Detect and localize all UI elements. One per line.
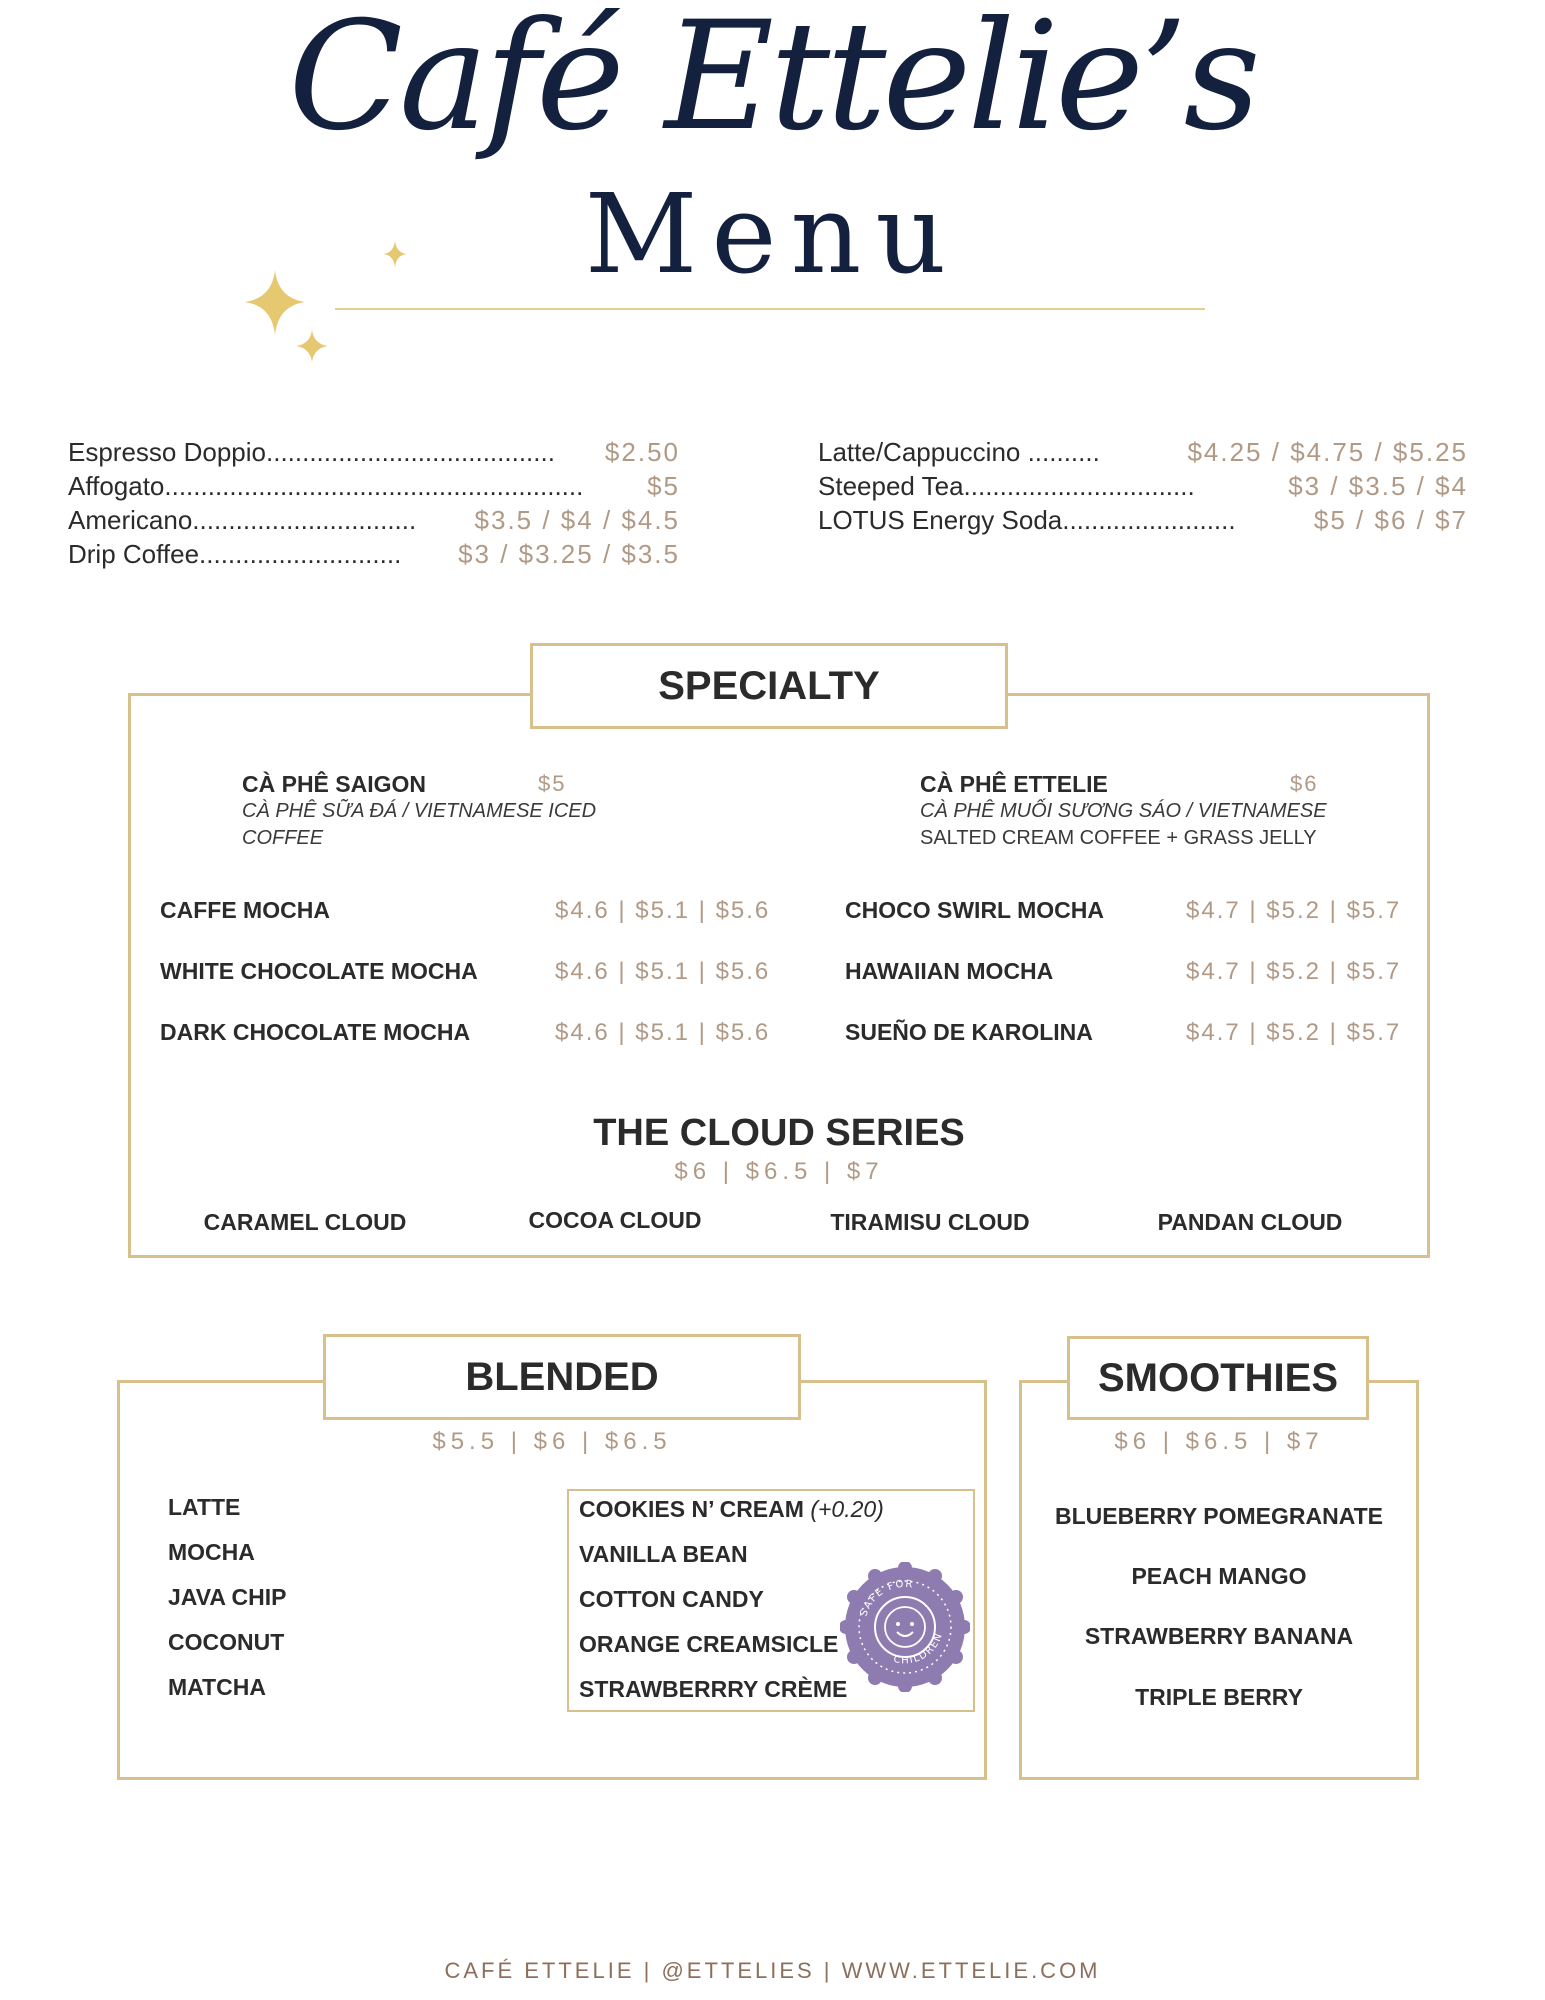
coffee-item-price: $3 / $3.5 / $4 <box>1288 471 1468 501</box>
badge-bottom-text: CHILDREN <box>892 1630 946 1667</box>
kids-blended-item: COTTON CANDY <box>579 1586 764 1612</box>
smoothie-item: STRAWBERRY BANANA <box>1084 1623 1354 1649</box>
specialty-item-price: $4.7 | $5.2 | $5.7 <box>1186 958 1402 985</box>
smoothie-item: TRIPLE BERRY <box>1135 1684 1303 1710</box>
menu-title: Menu <box>584 170 961 298</box>
coffee-item-name: Drip Coffee............................ <box>68 539 402 569</box>
footer-contact: CAFÉ ETTELIE | @ETTELIES | WWW.ETTELIE.COM <box>444 1958 1101 1983</box>
blended-item: COCONUT <box>168 1629 285 1655</box>
featured-drink-desc: SALTED CREAM COFFEE + GRASS JELLY <box>920 827 1317 849</box>
cloud-item: PANDAN CLOUD <box>1157 1209 1343 1235</box>
coffee-item-price: $5 <box>647 471 680 501</box>
blended-title: BLENDED <box>323 1334 801 1420</box>
specialty-item-name: DARK CHOCOLATE MOCHA <box>160 1019 471 1045</box>
coffee-item-name: Steeped Tea................................ <box>818 471 1195 501</box>
featured-drink-price: $5 <box>538 771 567 796</box>
coffee-item-name: Americano............................... <box>68 505 417 535</box>
blended-prices: $5.5 | $6 | $6.5 <box>432 1428 672 1455</box>
featured-drink-name: CÀ PHÊ ETTELIE <box>920 771 1108 797</box>
specialty-title: SPECIALTY <box>530 643 1008 729</box>
featured-drink-price: $6 <box>1290 771 1319 796</box>
coffee-item-price: $2.50 <box>604 437 680 467</box>
cloud-series-prices: $6 | $6.5 | $7 <box>674 1158 884 1185</box>
kids-blended-item: ORANGE CREAMSICLE <box>579 1631 839 1657</box>
smoothies-title: SMOOTHIES <box>1067 1336 1369 1420</box>
coffee-item-price: $3.5 / $4 / $4.5 <box>474 505 680 535</box>
featured-drink-desc: COFFEE <box>242 827 324 849</box>
specialty-item-price: $4.6 | $5.1 | $5.6 <box>555 958 771 985</box>
smoothie-item: BLUEBERRY POMEGRANATE <box>1055 1503 1383 1529</box>
badge-top-text: SAFE FOR <box>858 1578 915 1619</box>
specialty-item-name: SUEÑO DE KAROLINA <box>845 1019 1093 1045</box>
upcharge-note: (+0.20) <box>810 1496 884 1522</box>
coffee-item-price: $4.25 / $4.75 / $5.25 <box>1187 437 1468 467</box>
specialty-item-price: $4.7 | $5.2 | $5.7 <box>1186 897 1402 924</box>
featured-drink-desc: CÀ PHÊ SỮA ĐÁ / VIETNAMESE ICED <box>242 800 597 822</box>
kids-blended-item: STRAWBERRRY CRÈME <box>579 1676 848 1702</box>
smoothie-item: PEACH MANGO <box>1131 1563 1307 1589</box>
specialty-item-name: CHOCO SWIRL MOCHA <box>845 897 1104 923</box>
specialty-item-name: WHITE CHOCOLATE MOCHA <box>160 958 478 984</box>
blended-item: JAVA CHIP <box>168 1584 287 1610</box>
blended-item: LATTE <box>168 1494 241 1520</box>
featured-drink-name: CÀ PHÊ SAIGON <box>242 771 427 797</box>
header-divider <box>335 308 1205 310</box>
specialty-item-name: HAWAIIAN MOCHA <box>845 958 1054 984</box>
sparkle-stars-icon <box>230 230 410 380</box>
specialty-item-price: $4.6 | $5.1 | $5.6 <box>555 897 771 924</box>
blended-item: MATCHA <box>168 1674 266 1700</box>
cloud-series-title: THE CLOUD SERIES <box>593 1112 965 1154</box>
coffee-item-name: Espresso Doppio........................................ <box>68 437 555 467</box>
cloud-item: CARAMEL CLOUD <box>203 1209 407 1235</box>
specialty-item-price: $4.6 | $5.1 | $5.6 <box>555 1019 771 1046</box>
coffee-item-name: Affogato.......................................................... <box>68 471 584 501</box>
coffee-item-name: LOTUS Energy Soda........................ <box>818 505 1236 535</box>
safe-for-children-badge-icon <box>840 1562 970 1692</box>
specialty-item-name: CAFFE MOCHA <box>160 897 330 923</box>
coffee-item-price: $5 / $6 / $7 <box>1313 505 1468 535</box>
cloud-item: COCOA CLOUD <box>528 1207 702 1233</box>
blended-item: MOCHA <box>168 1539 255 1565</box>
script-title: Café Ettelie’s <box>288 0 1257 164</box>
cloud-item: TIRAMISU CLOUD <box>830 1209 1030 1235</box>
specialty-item-price: $4.7 | $5.2 | $5.7 <box>1186 1019 1402 1046</box>
kids-blended-item: VANILLA BEAN <box>579 1541 748 1567</box>
featured-drink-desc: CÀ PHÊ MUỐI SƯƠNG SÁO / VIETNAMESE <box>920 800 1327 822</box>
kids-blended-item: COOKIES N’ CREAM (+0.20) <box>579 1496 884 1522</box>
smoothies-prices: $6 | $6.5 | $7 <box>1114 1428 1324 1455</box>
coffee-item-price: $3 / $3.25 / $3.5 <box>458 539 680 569</box>
coffee-item-name: Latte/Cappuccino .......... <box>818 437 1100 467</box>
